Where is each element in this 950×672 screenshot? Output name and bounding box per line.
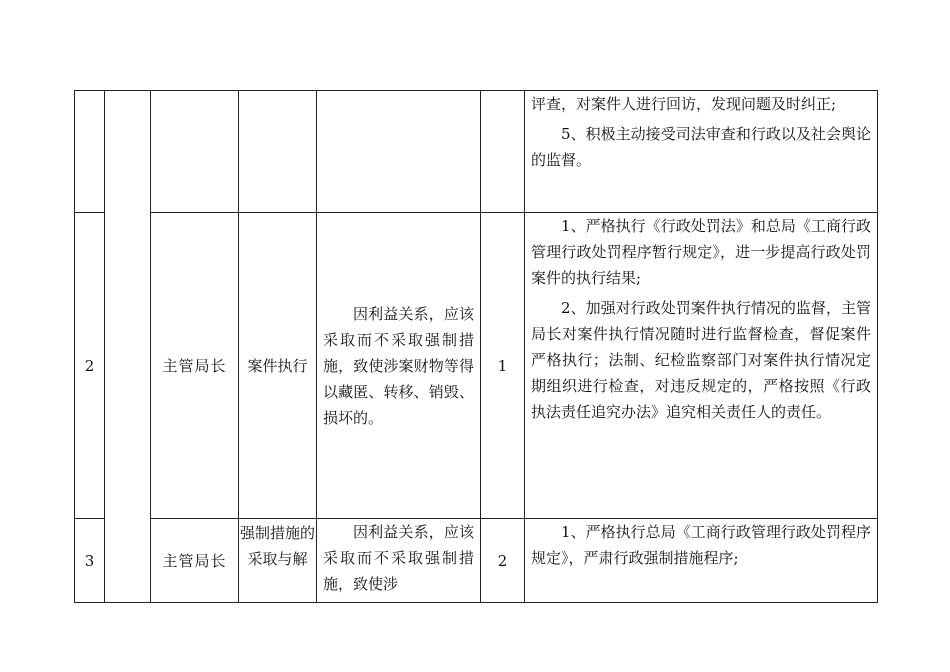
duty-item-cell: 案件执行 (239, 213, 317, 519)
merged-category-cell (105, 91, 151, 603)
risk-level-cell (481, 91, 525, 213)
row-number-cell: 2 (75, 213, 105, 519)
measure-text: 评查，对案件人进行回访，发现问题及时纠正; (531, 95, 837, 113)
responsible-role-cell: 主管局长 (151, 519, 239, 603)
responsible-role-cell (151, 91, 239, 213)
duty-item-cell: 强制措施的采取与解 (239, 519, 317, 603)
prevention-measures-cell (525, 519, 878, 603)
measure-text: 2、加强对行政处罚案件执行情况的监督，主管局长对案件执行情况随时进行监督检查，督促案件严格执行；法制、纪检监察部门对案件执行情况定期组织进行检查，对违反规定的，严格按照《行政执法责任追究办法》追究相关责任人的责任。 (531, 299, 871, 421)
row-number-cell: 3 (75, 519, 105, 603)
risk-level-cell: 1 (481, 213, 525, 519)
risk-text: 因利益关系，应该采取而不采取强制措施，致使涉案财物等得以藏匿、转移、销毁、损坏的。 (323, 304, 474, 427)
table-row (75, 519, 878, 603)
measure-text: 1、严格执行《行政处罚法》和总局《工商行政管理行政处罚程序暂行规定》，进一步提高行政处罚案件的执行结果; (531, 217, 871, 287)
risk-description-cell (317, 91, 481, 213)
risk-text: 因利益关系，应该采取而不采取强制措施，致使涉 (323, 523, 474, 593)
measure-text: 1、严格执行总局《工商行政管理行政处罚程序规定》，严肃行政强制措施程序; (531, 523, 871, 567)
prevention-measures-cell (525, 91, 878, 213)
table-row (75, 213, 878, 519)
table-row (75, 91, 878, 213)
responsible-role-cell: 主管局长 (151, 213, 239, 519)
risk-description-cell (317, 213, 481, 519)
row-number-cell (75, 91, 105, 213)
risk-description-cell (317, 519, 481, 603)
duty-item-cell (239, 91, 317, 213)
prevention-measures-cell (525, 213, 878, 519)
risk-control-table (74, 90, 878, 603)
risk-level-cell: 2 (481, 519, 525, 603)
measure-text: 5、积极主动接受司法审查和行政以及社会舆论的监督。 (531, 125, 871, 169)
